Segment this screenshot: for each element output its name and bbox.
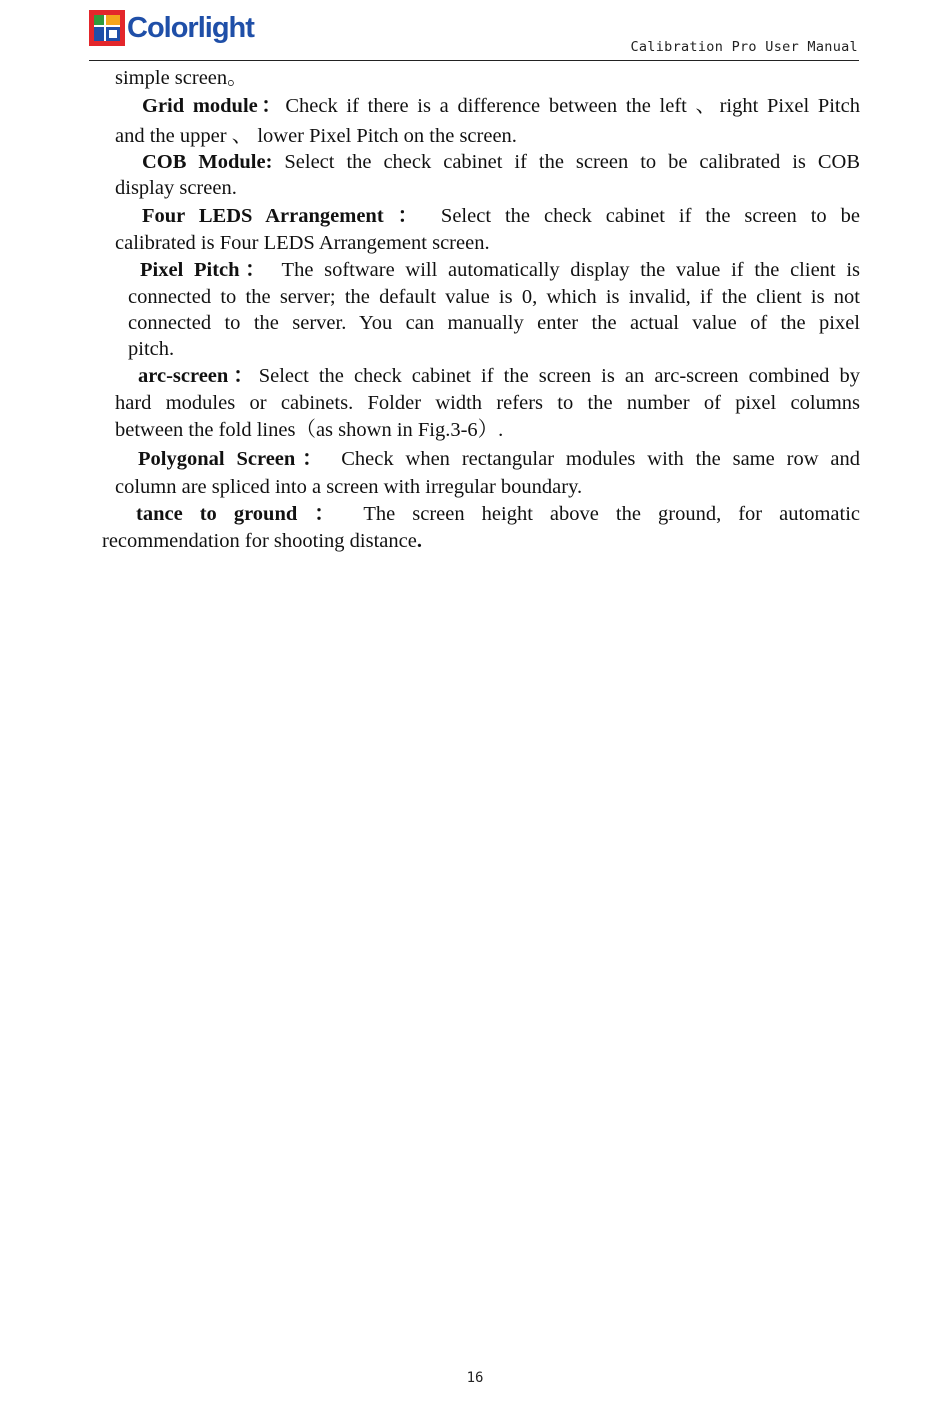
polygonal-screen-term: Polygonal Screen：	[138, 448, 330, 470]
logo-wordmark: Colorlight	[127, 12, 254, 44]
colorlight-logo	[89, 8, 254, 48]
colorlight-logo-icon	[89, 10, 125, 46]
arc-screen-paragraph: arc-screen：Select the check cabinet if the screen is an arc-screen combined by	[138, 365, 860, 387]
cob-module-term: COB Module:	[142, 151, 273, 173]
text-line-1: simple screen。	[115, 67, 248, 89]
pixel-pitch-paragraph: Pixel Pitch： The software will automatically display the value if the client is	[140, 259, 860, 281]
text-line-9: connected to the server; the default value is 0, which is invalid, if the client is not	[128, 286, 860, 308]
text-line-3: and the upper 、 lower Pixel Pitch on the screen.	[115, 125, 517, 147]
text-line-16: column are spliced into a screen with irregular boundary.	[115, 476, 583, 498]
distance-to-ground-paragraph: tance to ground ： The screen height above the ground, for automatic	[136, 503, 860, 525]
page-number: 16	[466, 1370, 484, 1386]
text-line-11: pitch.	[128, 338, 175, 360]
text-line-13: hard modules or cabinets. Folder width refers to the number of pixel columns	[115, 392, 860, 414]
text-line-10: connected to the server. You can manually enter the actual value of the pixel	[128, 312, 860, 334]
text-line-18: recommendation for shooting distance.	[102, 530, 422, 552]
arc-screen-term: arc-screen：	[138, 365, 259, 387]
header-divider	[89, 60, 859, 61]
manual-title: Calibration Pro User Manual	[630, 39, 858, 55]
cob-module-paragraph: COB Module: Select the check cabinet if the screen to be calibrated is COB	[142, 151, 860, 173]
text-line-14: between the fold lines（as shown in Fig.3-6）.	[115, 419, 504, 441]
pixel-pitch-term: Pixel Pitch：	[140, 259, 272, 281]
polygonal-screen-paragraph: Polygonal Screen： Check when rectangular modules with the same row and	[138, 448, 860, 470]
text-line-7: calibrated is Four LEDS Arrangement screen.	[115, 232, 490, 254]
grid-module-paragraph: Grid module：Check if there is a difference between the left 、right Pixel Pitch	[142, 95, 860, 117]
four-leds-term: Four LEDS Arrangement ：	[142, 205, 427, 227]
distance-to-ground-term: tance to ground ：	[136, 503, 347, 525]
four-leds-paragraph: Four LEDS Arrangement ： Select the check cabinet if the screen to be	[142, 205, 860, 227]
grid-module-term: Grid module：	[142, 95, 286, 117]
text-line-5: display screen.	[115, 177, 237, 199]
